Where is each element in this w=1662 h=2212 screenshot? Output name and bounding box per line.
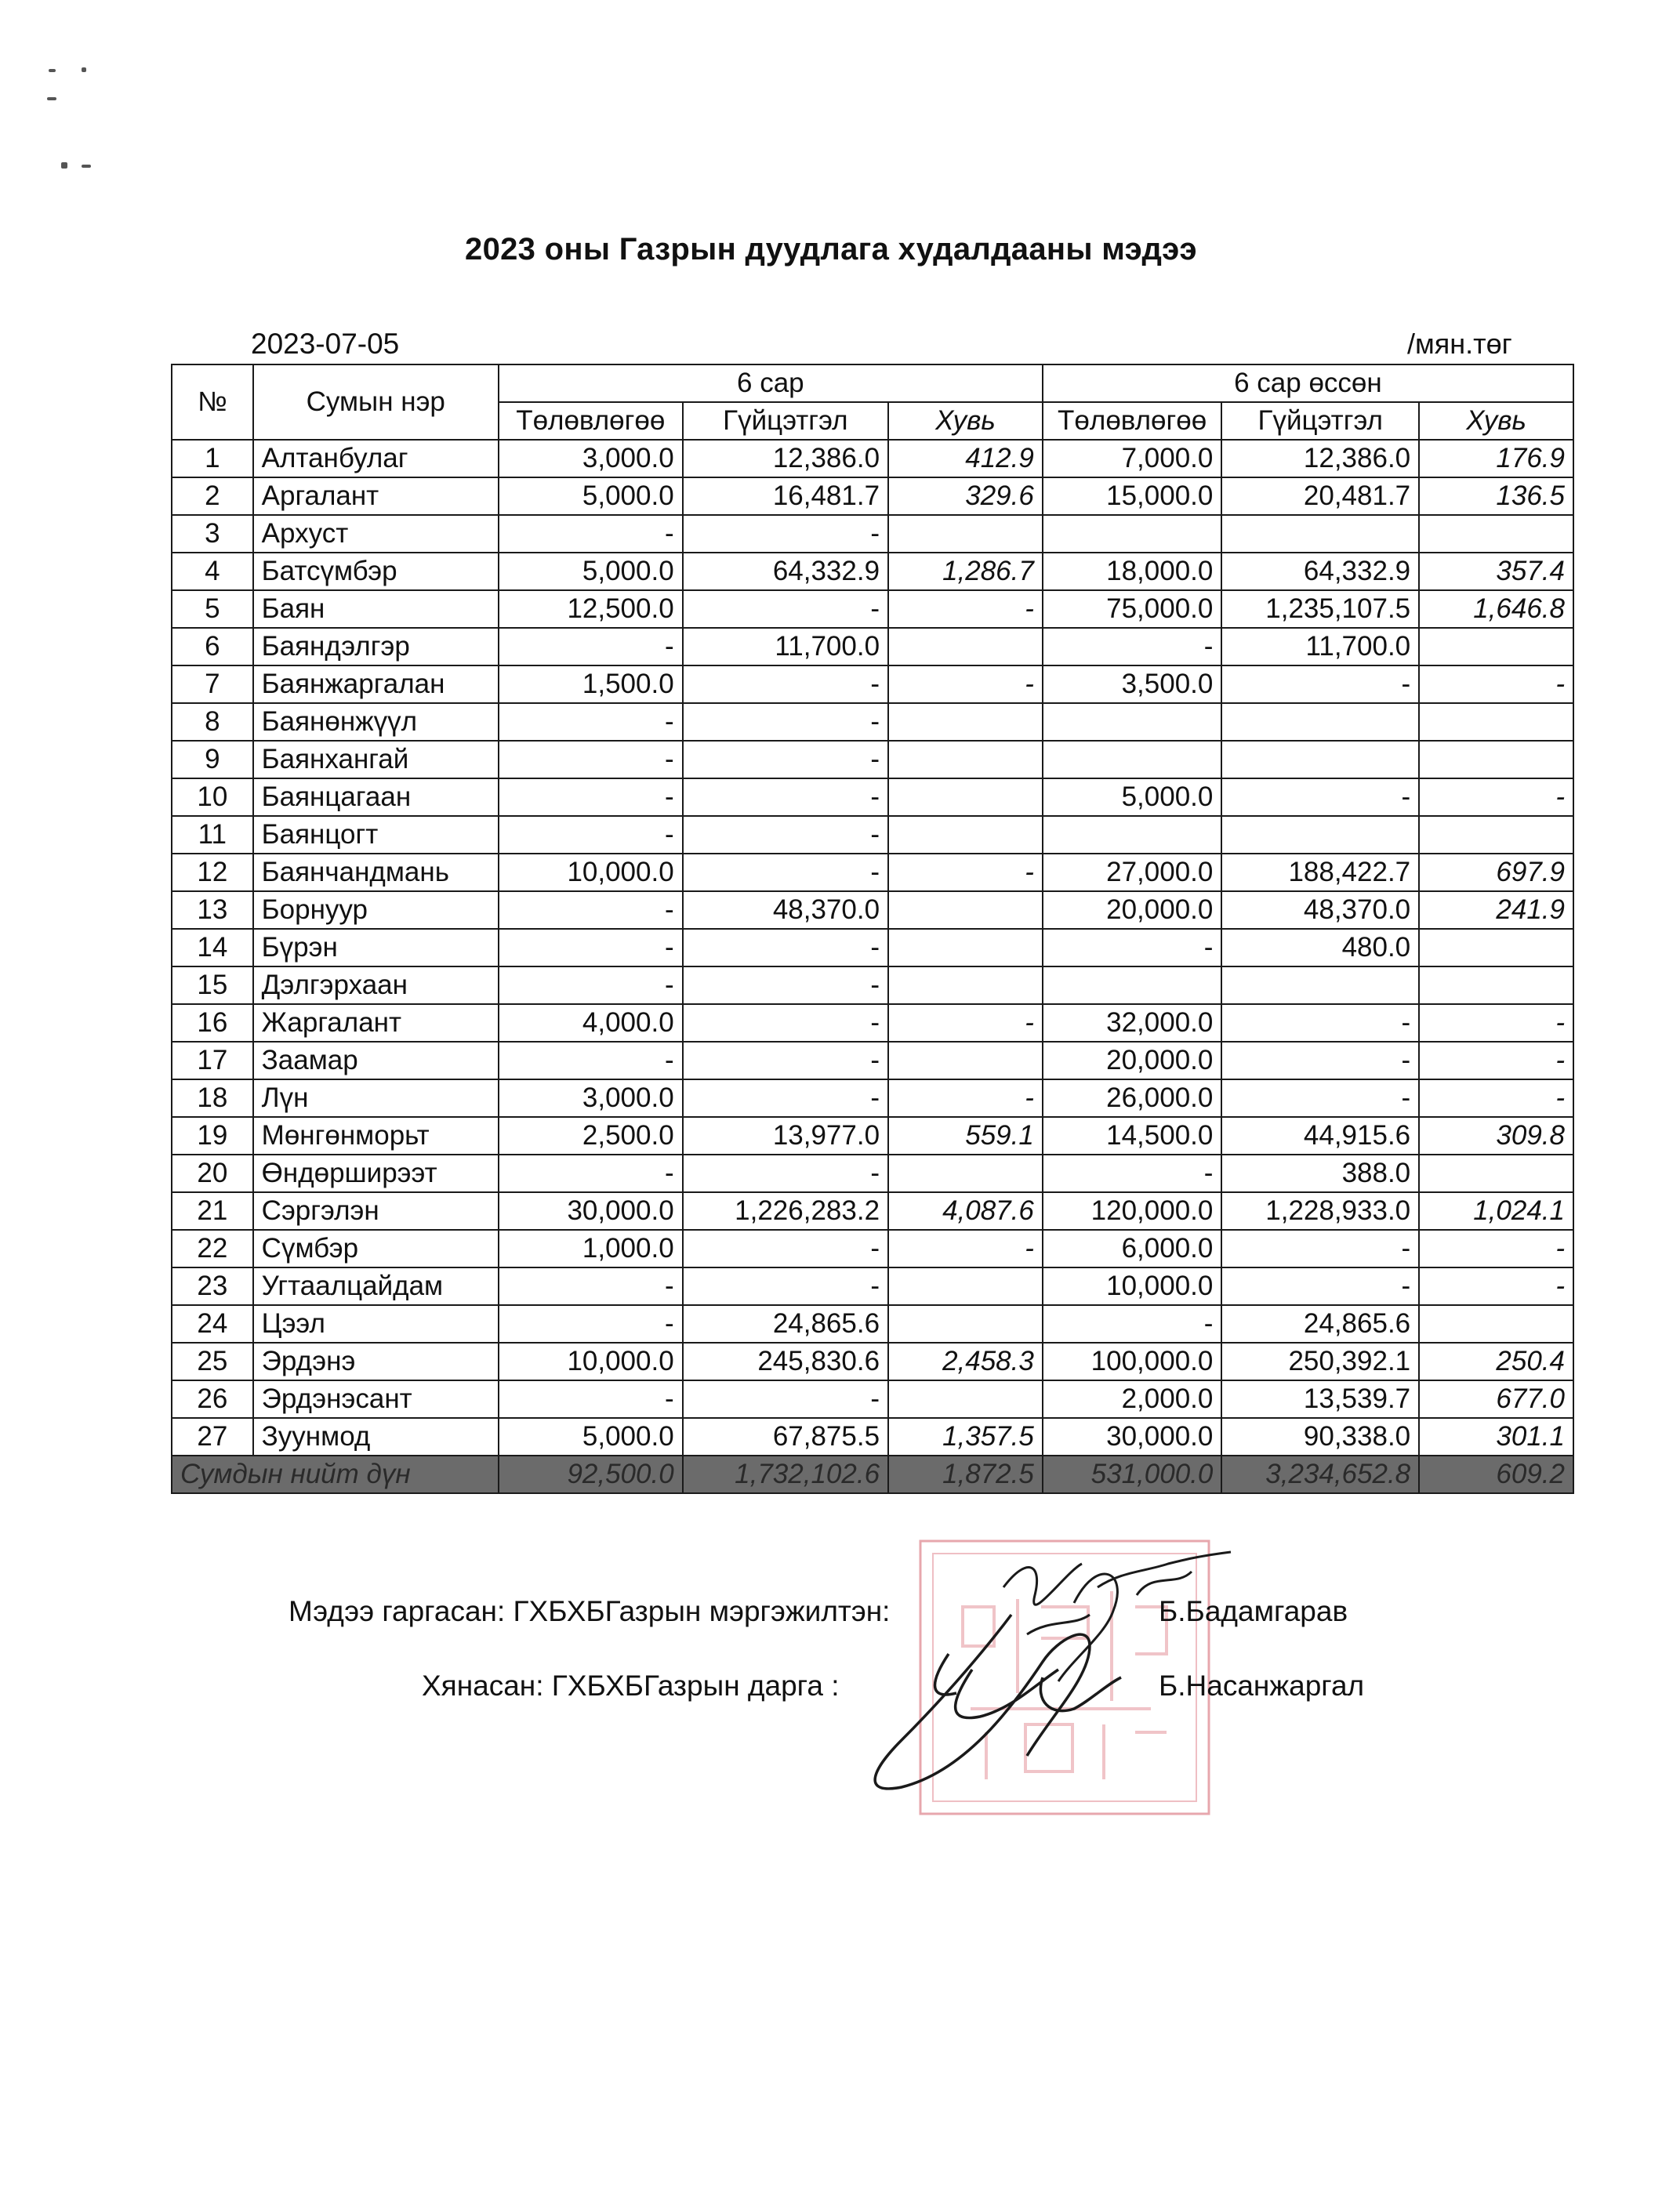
- table-row: [172, 553, 1573, 590]
- table-row: [172, 665, 1573, 703]
- table-row: [172, 854, 1573, 891]
- header-month: 6 сар: [499, 364, 1043, 402]
- month-percent: [888, 929, 1043, 966]
- row-number: 14: [172, 929, 253, 966]
- total-value: 1,732,102.6: [683, 1456, 888, 1493]
- month-plan: -: [499, 929, 683, 966]
- month-plan: -: [499, 741, 683, 778]
- month-plan: 10,000.0: [499, 854, 683, 891]
- month-performance: 12,386.0: [683, 440, 888, 477]
- header-plan: Төлөвлөгөө: [1043, 402, 1222, 440]
- row-number: 18: [172, 1079, 253, 1117]
- month-plan: -: [499, 1042, 683, 1079]
- month-percent: [888, 1305, 1043, 1343]
- cumulative-performance: 90,338.0: [1221, 1418, 1419, 1456]
- cumulative-percent: [1419, 929, 1573, 966]
- table-body: [172, 440, 1573, 1456]
- checked-by-label: Хянасан: ГХБХБГазрын дарга :: [422, 1670, 840, 1702]
- month-plan: 4,000.0: [499, 1004, 683, 1042]
- total-value: 531,000.0: [1043, 1456, 1222, 1493]
- row-number: 17: [172, 1042, 253, 1079]
- month-performance: -: [683, 590, 888, 628]
- month-performance: -: [683, 854, 888, 891]
- cumulative-plan: 3,500.0: [1043, 665, 1222, 703]
- total-value: 3,234,652.8: [1221, 1456, 1419, 1493]
- cumulative-performance: -: [1221, 1042, 1419, 1079]
- month-performance: -: [683, 1004, 888, 1042]
- row-number: 9: [172, 741, 253, 778]
- soum-name: Баянцогт: [253, 816, 499, 854]
- table-row: [172, 1305, 1573, 1343]
- cumulative-performance: [1221, 515, 1419, 553]
- scan-speck: [49, 69, 56, 72]
- soum-name: Өндөрширээт: [253, 1155, 499, 1192]
- month-percent: [888, 703, 1043, 741]
- table-row: [172, 703, 1573, 741]
- cumulative-percent: [1419, 741, 1573, 778]
- cumulative-plan: 20,000.0: [1043, 891, 1222, 929]
- total-label: Сумдын нийт дүн: [172, 1456, 499, 1493]
- cumulative-performance: 1,235,107.5: [1221, 590, 1419, 628]
- row-number: 16: [172, 1004, 253, 1042]
- cumulative-percent: -: [1419, 665, 1573, 703]
- row-number: 7: [172, 665, 253, 703]
- month-plan: -: [499, 778, 683, 816]
- table-row: [172, 1192, 1573, 1230]
- cumulative-plan: -: [1043, 1155, 1222, 1192]
- row-number: 1: [172, 440, 253, 477]
- cumulative-plan: [1043, 966, 1222, 1004]
- month-plan: -: [499, 1267, 683, 1305]
- table-row: [172, 1042, 1573, 1079]
- row-number: 22: [172, 1230, 253, 1267]
- month-percent: [888, 1380, 1043, 1418]
- row-number: 25: [172, 1343, 253, 1380]
- month-performance: 24,865.6: [683, 1305, 888, 1343]
- soum-name: Баянцагаан: [253, 778, 499, 816]
- month-performance: -: [683, 703, 888, 741]
- month-performance: 48,370.0: [683, 891, 888, 929]
- cumulative-plan: 15,000.0: [1043, 477, 1222, 515]
- soum-name: Баяндэлгэр: [253, 628, 499, 665]
- row-number: 2: [172, 477, 253, 515]
- table-row: [172, 440, 1573, 477]
- cumulative-plan: 2,000.0: [1043, 1380, 1222, 1418]
- soum-name: Баян: [253, 590, 499, 628]
- row-number: 11: [172, 816, 253, 854]
- month-plan: -: [499, 1305, 683, 1343]
- cumulative-plan: [1043, 741, 1222, 778]
- cumulative-performance: 12,386.0: [1221, 440, 1419, 477]
- soum-name: Эрдэнэ: [253, 1343, 499, 1380]
- soum-name: Лүн: [253, 1079, 499, 1117]
- scan-speck: [82, 67, 86, 72]
- scan-speck: [61, 162, 67, 169]
- soum-name: Батсүмбэр: [253, 553, 499, 590]
- cumulative-percent: 176.9: [1419, 440, 1573, 477]
- cumulative-percent: -: [1419, 778, 1573, 816]
- total-value: 609.2: [1419, 1456, 1573, 1493]
- cumulative-performance: [1221, 966, 1419, 1004]
- month-performance: 1,226,283.2: [683, 1192, 888, 1230]
- month-percent: 559.1: [888, 1117, 1043, 1155]
- row-number: 27: [172, 1418, 253, 1456]
- cumulative-plan: 100,000.0: [1043, 1343, 1222, 1380]
- cumulative-performance: -: [1221, 1267, 1419, 1305]
- cumulative-performance: 188,422.7: [1221, 854, 1419, 891]
- issued-by-label: Мэдээ гаргасан: ГХБХБГазрын мэргэжилтэн:: [288, 1595, 891, 1627]
- cumulative-percent: -: [1419, 1042, 1573, 1079]
- cumulative-performance: [1221, 703, 1419, 741]
- cumulative-percent: [1419, 628, 1573, 665]
- table-row: [172, 1079, 1573, 1117]
- cumulative-percent: [1419, 1305, 1573, 1343]
- month-plan: -: [499, 703, 683, 741]
- month-performance: -: [683, 1380, 888, 1418]
- unit-label: /мян.төг: [1407, 328, 1512, 360]
- table-row: [172, 1267, 1573, 1305]
- cumulative-percent: [1419, 1155, 1573, 1192]
- cumulative-percent: 1,024.1: [1419, 1192, 1573, 1230]
- cumulative-performance: 20,481.7: [1221, 477, 1419, 515]
- cumulative-performance: -: [1221, 665, 1419, 703]
- row-number: 5: [172, 590, 253, 628]
- cumulative-percent: 697.9: [1419, 854, 1573, 891]
- cumulative-performance: 480.0: [1221, 929, 1419, 966]
- month-plan: -: [499, 816, 683, 854]
- cumulative-plan: 5,000.0: [1043, 778, 1222, 816]
- month-performance: -: [683, 1079, 888, 1117]
- soum-name: Цээл: [253, 1305, 499, 1343]
- month-performance: 16,481.7: [683, 477, 888, 515]
- month-plan: -: [499, 966, 683, 1004]
- table-row: [172, 477, 1573, 515]
- row-number: 10: [172, 778, 253, 816]
- total-value: 92,500.0: [499, 1456, 683, 1493]
- cumulative-performance: 44,915.6: [1221, 1117, 1419, 1155]
- table-row: [172, 1230, 1573, 1267]
- table-row: [172, 590, 1573, 628]
- cumulative-percent: [1419, 966, 1573, 1004]
- table-row: [172, 741, 1573, 778]
- issued-by-name: Б.Бадамгарав: [1159, 1595, 1348, 1627]
- month-performance: -: [683, 515, 888, 553]
- month-performance: -: [683, 929, 888, 966]
- cumulative-plan: [1043, 515, 1222, 553]
- header-plan: Төлөвлөгөө: [499, 402, 683, 440]
- month-plan: 1,000.0: [499, 1230, 683, 1267]
- month-plan: 10,000.0: [499, 1343, 683, 1380]
- cumulative-plan: 18,000.0: [1043, 553, 1222, 590]
- row-number: 21: [172, 1192, 253, 1230]
- table-row: [172, 929, 1573, 966]
- soum-name: Сэргэлэн: [253, 1192, 499, 1230]
- month-performance: 67,875.5: [683, 1418, 888, 1456]
- month-plan: -: [499, 515, 683, 553]
- table-row: [172, 816, 1573, 854]
- cumulative-performance: -: [1221, 1079, 1419, 1117]
- soum-name: Угтаалцайдам: [253, 1267, 499, 1305]
- month-plan: 3,000.0: [499, 440, 683, 477]
- cumulative-performance: 64,332.9: [1221, 553, 1419, 590]
- row-number: 3: [172, 515, 253, 553]
- table-row: [172, 628, 1573, 665]
- row-number: 20: [172, 1155, 253, 1192]
- cumulative-performance: 250,392.1: [1221, 1343, 1419, 1380]
- report-date: 2023-07-05: [251, 328, 400, 360]
- cumulative-plan: -: [1043, 929, 1222, 966]
- total-value: 1,872.5: [888, 1456, 1043, 1493]
- month-performance: -: [683, 1155, 888, 1192]
- cumulative-plan: -: [1043, 628, 1222, 665]
- cumulative-percent: 357.4: [1419, 553, 1573, 590]
- soum-name: Дэлгэрхаан: [253, 966, 499, 1004]
- cumulative-percent: [1419, 703, 1573, 741]
- header-percent: Хувь: [888, 402, 1043, 440]
- month-plan: 5,000.0: [499, 553, 683, 590]
- month-percent: 412.9: [888, 440, 1043, 477]
- cumulative-percent: 250.4: [1419, 1343, 1573, 1380]
- cumulative-plan: 10,000.0: [1043, 1267, 1222, 1305]
- month-plan: -: [499, 1380, 683, 1418]
- header-percent: Хувь: [1419, 402, 1573, 440]
- cumulative-performance: -: [1221, 1230, 1419, 1267]
- cumulative-performance: -: [1221, 778, 1419, 816]
- cumulative-plan: 30,000.0: [1043, 1418, 1222, 1456]
- month-percent: [888, 628, 1043, 665]
- month-percent: -: [888, 1230, 1043, 1267]
- soum-name: Эрдэнэсант: [253, 1380, 499, 1418]
- month-percent: -: [888, 665, 1043, 703]
- header-soum-name: Сумын нэр: [253, 364, 499, 440]
- month-percent: [888, 816, 1043, 854]
- cumulative-plan: 75,000.0: [1043, 590, 1222, 628]
- cumulative-percent: 1,646.8: [1419, 590, 1573, 628]
- table-row: [172, 1117, 1573, 1155]
- cumulative-percent: -: [1419, 1267, 1573, 1305]
- row-number: 26: [172, 1380, 253, 1418]
- month-performance: -: [683, 816, 888, 854]
- cumulative-performance: 1,228,933.0: [1221, 1192, 1419, 1230]
- soum-name: Жаргалант: [253, 1004, 499, 1042]
- row-number: 19: [172, 1117, 253, 1155]
- cumulative-percent: [1419, 515, 1573, 553]
- cumulative-performance: 24,865.6: [1221, 1305, 1419, 1343]
- cumulative-percent: 136.5: [1419, 477, 1573, 515]
- table-row: [172, 966, 1573, 1004]
- row-number: 6: [172, 628, 253, 665]
- row-number: 13: [172, 891, 253, 929]
- month-percent: -: [888, 590, 1043, 628]
- soum-name: Алтанбулаг: [253, 440, 499, 477]
- month-performance: 64,332.9: [683, 553, 888, 590]
- cumulative-plan: -: [1043, 1305, 1222, 1343]
- cumulative-performance: 388.0: [1221, 1155, 1419, 1192]
- soum-name: Баянчандмань: [253, 854, 499, 891]
- soum-name: Сүмбэр: [253, 1230, 499, 1267]
- month-performance: 11,700.0: [683, 628, 888, 665]
- table-row: [172, 778, 1573, 816]
- soum-name: Аргалант: [253, 477, 499, 515]
- cumulative-performance: [1221, 741, 1419, 778]
- cumulative-plan: 32,000.0: [1043, 1004, 1222, 1042]
- cumulative-percent: -: [1419, 1079, 1573, 1117]
- table-row: [172, 891, 1573, 929]
- table-row: [172, 1004, 1573, 1042]
- cumulative-performance: -: [1221, 1004, 1419, 1042]
- cumulative-plan: [1043, 703, 1222, 741]
- cumulative-percent: 309.8: [1419, 1117, 1573, 1155]
- table-row: [172, 1343, 1573, 1380]
- month-plan: 2,500.0: [499, 1117, 683, 1155]
- month-percent: -: [888, 1079, 1043, 1117]
- table-row: [172, 1418, 1573, 1456]
- cumulative-plan: 26,000.0: [1043, 1079, 1222, 1117]
- row-number: 4: [172, 553, 253, 590]
- month-percent: -: [888, 1004, 1043, 1042]
- total-row: [172, 1456, 1573, 1493]
- month-performance: -: [683, 1230, 888, 1267]
- soum-name: Мөнгөнморьт: [253, 1117, 499, 1155]
- header-number: №: [172, 364, 253, 440]
- month-plan: 1,500.0: [499, 665, 683, 703]
- month-percent: 4,087.6: [888, 1192, 1043, 1230]
- cumulative-percent: 241.9: [1419, 891, 1573, 929]
- month-plan: 3,000.0: [499, 1079, 683, 1117]
- month-performance: 245,830.6: [683, 1343, 888, 1380]
- soum-name: Архуст: [253, 515, 499, 553]
- row-number: 8: [172, 703, 253, 741]
- month-plan: 5,000.0: [499, 1418, 683, 1456]
- cumulative-percent: -: [1419, 1230, 1573, 1267]
- scan-speck: [82, 165, 91, 168]
- cumulative-percent: [1419, 816, 1573, 854]
- cumulative-percent: 677.0: [1419, 1380, 1573, 1418]
- cumulative-plan: 7,000.0: [1043, 440, 1222, 477]
- table-row: [172, 515, 1573, 553]
- month-percent: 1,286.7: [888, 553, 1043, 590]
- cumulative-performance: 13,539.7: [1221, 1380, 1419, 1418]
- soum-name: Борнуур: [253, 891, 499, 929]
- soum-name: Бүрэн: [253, 929, 499, 966]
- soum-name: Заамар: [253, 1042, 499, 1079]
- auction-report-table: [171, 364, 1574, 1494]
- signature-director: [855, 1599, 1137, 1803]
- header-cumulative: 6 сар өссөн: [1043, 364, 1573, 402]
- month-percent: 2,458.3: [888, 1343, 1043, 1380]
- cumulative-plan: 27,000.0: [1043, 854, 1222, 891]
- row-number: 24: [172, 1305, 253, 1343]
- month-percent: 329.6: [888, 477, 1043, 515]
- cumulative-performance: [1221, 816, 1419, 854]
- month-plan: -: [499, 891, 683, 929]
- month-percent: 1,357.5: [888, 1418, 1043, 1456]
- month-plan: 30,000.0: [499, 1192, 683, 1230]
- month-percent: [888, 1042, 1043, 1079]
- month-percent: -: [888, 854, 1043, 891]
- scan-speck: [47, 97, 56, 100]
- month-plan: -: [499, 1155, 683, 1192]
- cumulative-performance: 11,700.0: [1221, 628, 1419, 665]
- month-performance: -: [683, 778, 888, 816]
- table-row: [172, 1155, 1573, 1192]
- soum-name: Баянхангай: [253, 741, 499, 778]
- cumulative-plan: 14,500.0: [1043, 1117, 1222, 1155]
- month-performance: -: [683, 741, 888, 778]
- cumulative-plan: 20,000.0: [1043, 1042, 1222, 1079]
- row-number: 12: [172, 854, 253, 891]
- month-performance: -: [683, 1267, 888, 1305]
- month-percent: [888, 1155, 1043, 1192]
- soum-name: Зуунмод: [253, 1418, 499, 1456]
- month-plan: 12,500.0: [499, 590, 683, 628]
- soum-name: Баянжаргалан: [253, 665, 499, 703]
- month-performance: -: [683, 1042, 888, 1079]
- month-plan: 5,000.0: [499, 477, 683, 515]
- month-percent: [888, 966, 1043, 1004]
- row-number: 23: [172, 1267, 253, 1305]
- month-percent: [888, 515, 1043, 553]
- cumulative-performance: 48,370.0: [1221, 891, 1419, 929]
- page-title: 2023 оны Газрын дуудлага худалдааны мэдээ: [465, 232, 1197, 267]
- checked-by-name: Б.Насанжаргал: [1159, 1670, 1365, 1702]
- month-percent: [888, 1267, 1043, 1305]
- soum-name: Баянөнжүүл: [253, 703, 499, 741]
- month-performance: -: [683, 966, 888, 1004]
- cumulative-plan: 6,000.0: [1043, 1230, 1222, 1267]
- row-number: 15: [172, 966, 253, 1004]
- month-plan: -: [499, 628, 683, 665]
- header-performance: Гүйцэтгэл: [683, 402, 888, 440]
- header-performance: Гүйцэтгэл: [1221, 402, 1419, 440]
- cumulative-percent: 301.1: [1419, 1418, 1573, 1456]
- cumulative-plan: [1043, 816, 1222, 854]
- cumulative-percent: -: [1419, 1004, 1573, 1042]
- month-percent: [888, 778, 1043, 816]
- month-percent: [888, 891, 1043, 929]
- table-row: [172, 1380, 1573, 1418]
- cumulative-plan: 120,000.0: [1043, 1192, 1222, 1230]
- month-performance: 13,977.0: [683, 1117, 888, 1155]
- month-percent: [888, 741, 1043, 778]
- month-performance: -: [683, 665, 888, 703]
